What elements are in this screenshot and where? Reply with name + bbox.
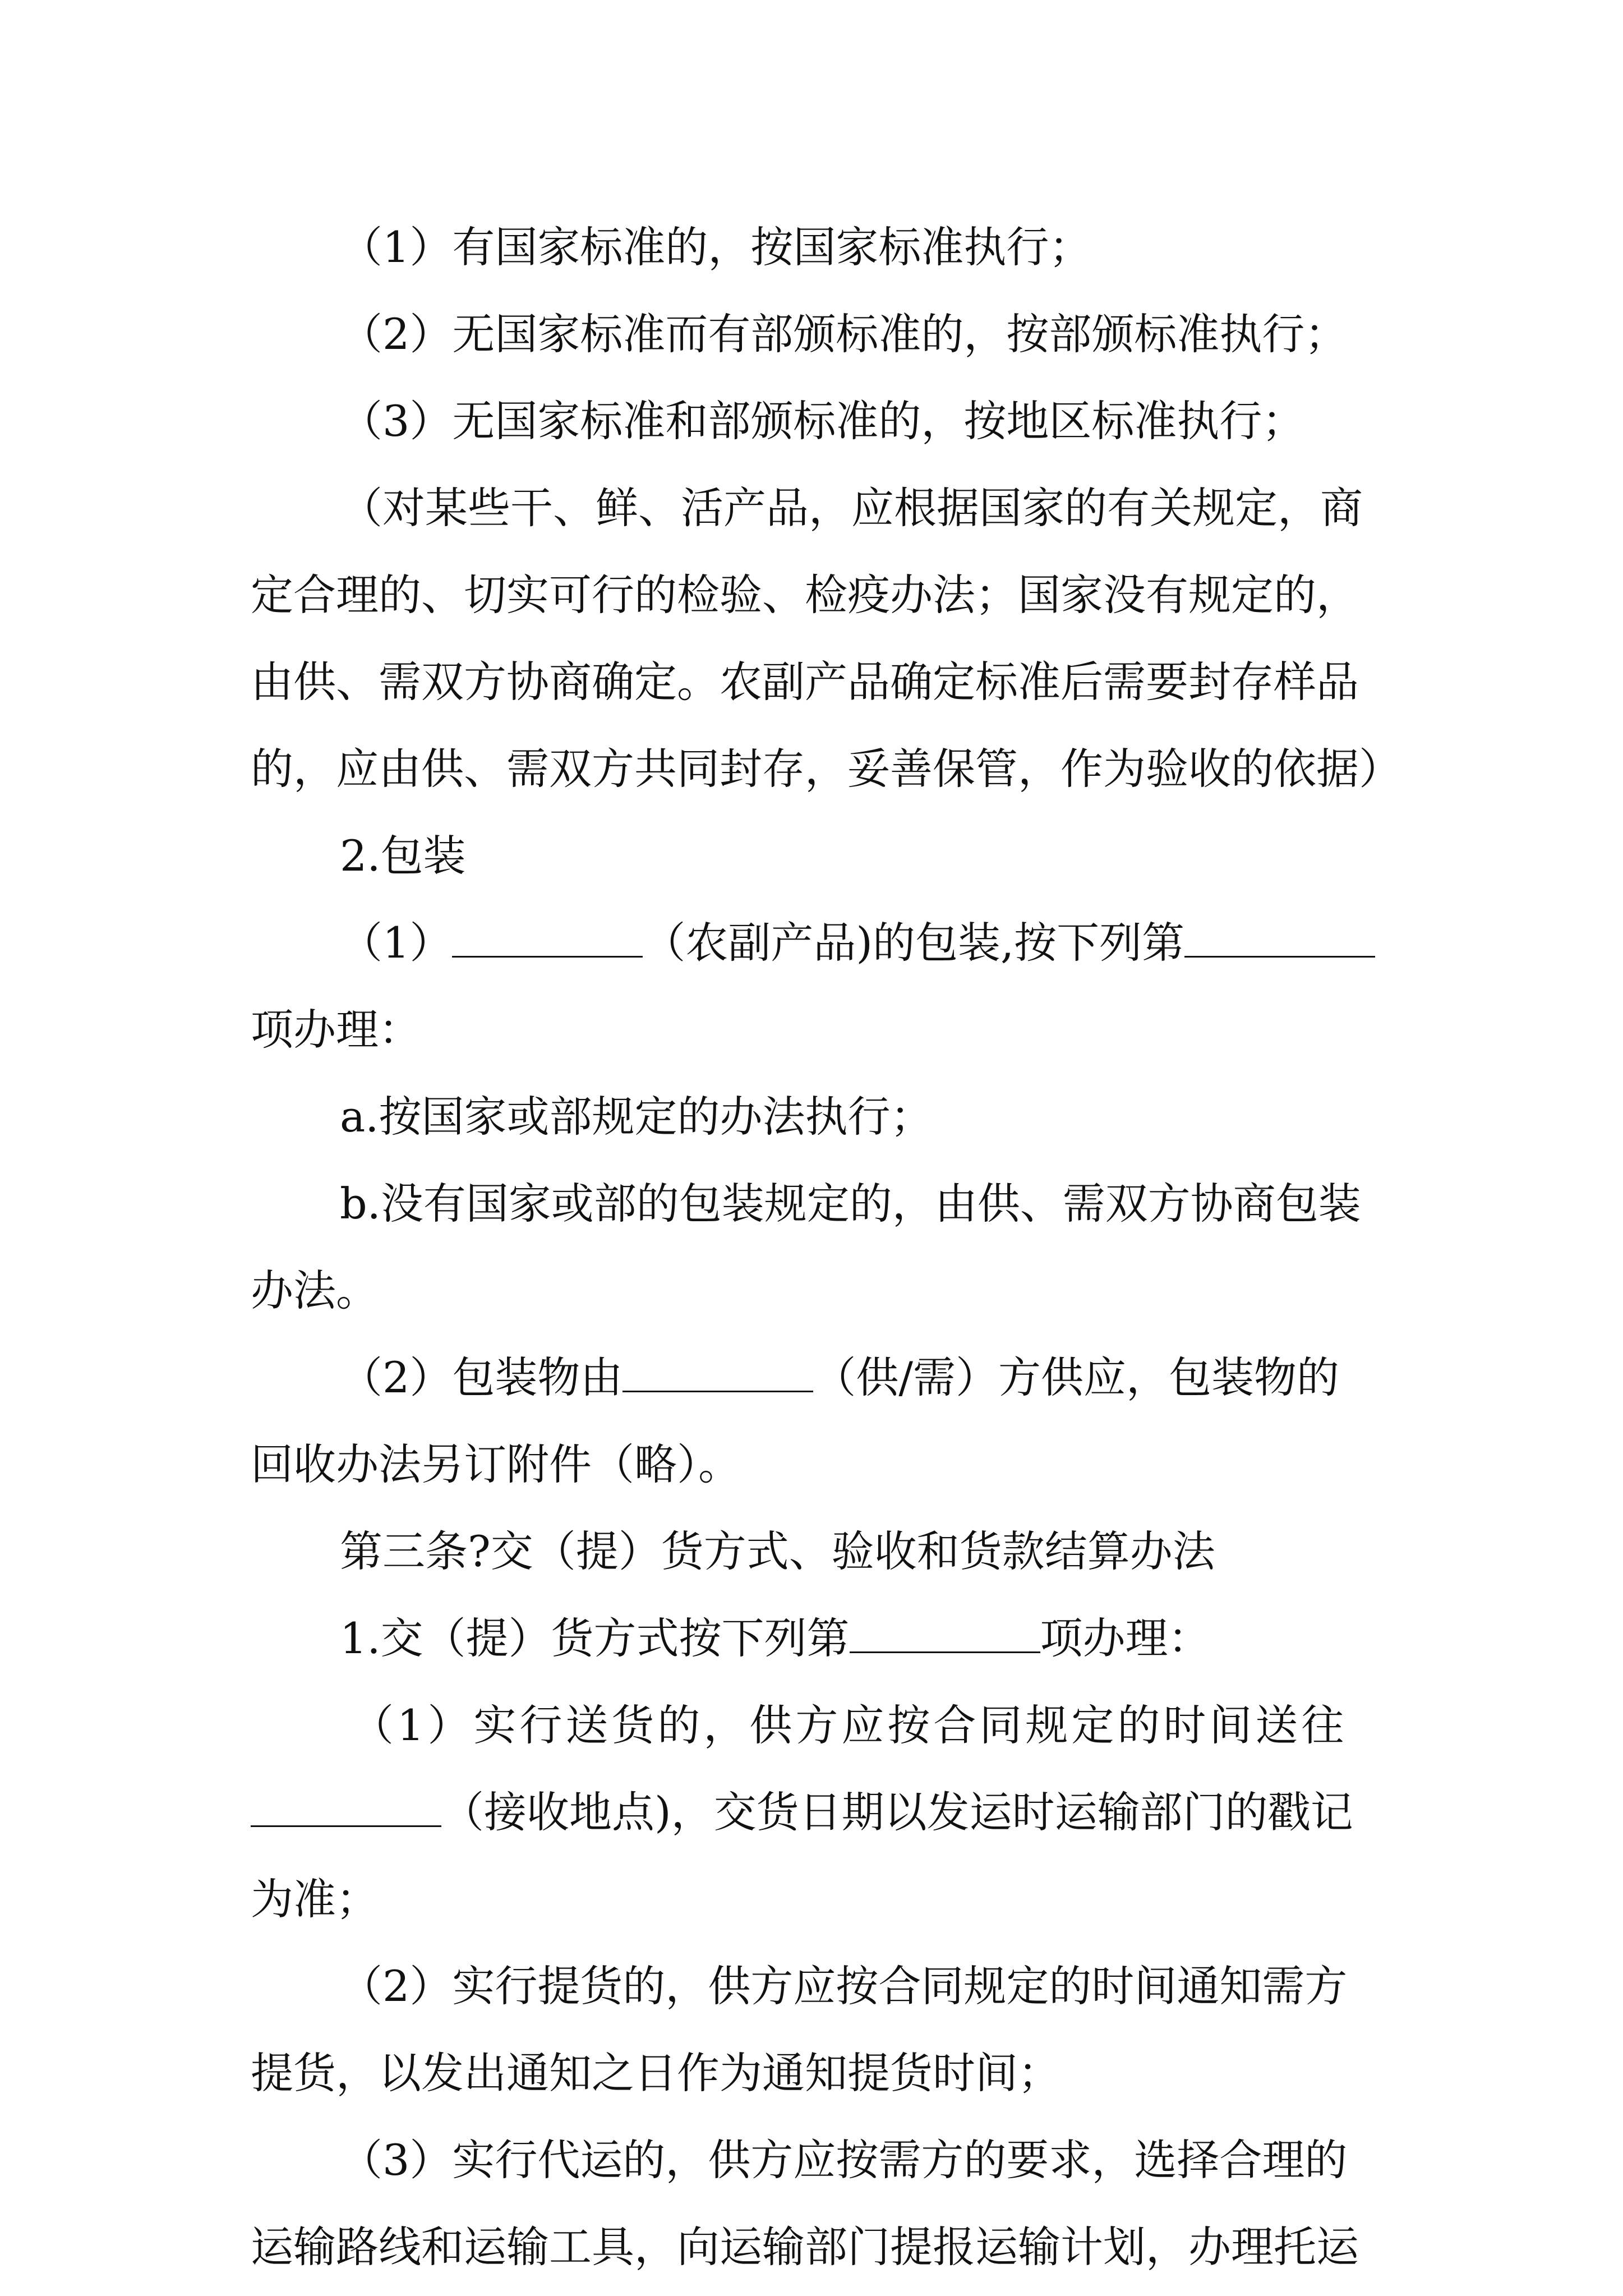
packaging-item-1-middle: （农副产品)的包装,按下列第 (643, 918, 1185, 968)
delivery-item-3: （3）实行代运的，供方应按需方的要求，选择合理的 (340, 2135, 1348, 2185)
delivery-item-1: （1）实行送货的，供方应按合同规定的时间送往 (351, 1700, 1348, 1750)
product-name-blank[interactable] (452, 917, 643, 958)
delivery-method-line (340, 1604, 1211, 1665)
delivery-item-1-cont (251, 1778, 1353, 1839)
std-note-line: 的，应由供、需双方共同封存，妥善保管，作为验收的依据） (251, 744, 1401, 794)
packaging-option-a: a.按国家或部规定的办法执行； (340, 1092, 933, 1142)
std-note-line: 定合理的、切实可行的检验、检疫办法；国家没有规定的， (251, 570, 1359, 620)
std-item-2: （2）无国家标准而有部颁标准的，按部颁标准执行； (340, 309, 1348, 359)
std-note-line: 由供、需双方协商确定。农副产品确定标准后需要封存样品 (251, 657, 1359, 707)
packaging-heading: 2.包装 (340, 831, 466, 881)
packaging-option-blank[interactable] (1184, 917, 1375, 958)
packaging-item-1 (340, 909, 1375, 970)
packaging-item-2 (340, 1343, 1339, 1405)
packaging-option-b: b.没有国家或部的包装规定的，由供、需双方协商包装 (340, 1179, 1361, 1228)
delivery-item-1-text: （接收地点)，交货日期以发运时运输部门的戳记 (441, 1787, 1353, 1837)
std-item-1: （1）有国家标准的，按国家标准执行； (340, 222, 1092, 272)
packaging-item-2-cont: 回收办法另订附件（略）。 (251, 1439, 741, 1489)
delivery-item-1-end: 为准； (251, 1874, 379, 1924)
packaging-item-1-suffix: 项办理： (251, 1005, 421, 1055)
packaging-item-1-prefix: （1） (340, 918, 453, 968)
delivery-option-blank[interactable] (850, 1612, 1040, 1653)
packaging-option-b-cont: 办法。 (251, 1266, 379, 1315)
std-item-3: （3）无国家标准和部颁标准的，按地区标准执行； (340, 396, 1305, 446)
delivery-item-2-cont: 提货，以发出通知之日作为通知提货时间； (251, 2048, 1061, 2098)
delivery-method-suffix: 项办理： (1040, 1613, 1211, 1663)
delivery-item-2: （2）实行提货的，供方应按合同规定的时间通知需方 (340, 1961, 1348, 2011)
article-3-heading: 第三条?交（提）货方式、验收和货款结算办法 (340, 1526, 1215, 1576)
delivery-item-3-cont: 运输路线和运输工具，向运输部门提报运输计划，办理托运 (251, 2222, 1359, 2272)
receiving-location-blank[interactable] (251, 1786, 441, 1827)
packaging-item-2-prefix: （2）包装物由 (340, 1352, 623, 1402)
delivery-method-prefix: 1.交（提）货方式按下列第 (340, 1613, 850, 1663)
std-note-line: （对某些干、鲜、活产品，应根据国家的有关规定，商 (340, 483, 1363, 533)
packaging-item-2-suffix: （供/需）方供应，包装物的 (813, 1352, 1339, 1402)
supplier-party-blank[interactable] (623, 1351, 813, 1392)
